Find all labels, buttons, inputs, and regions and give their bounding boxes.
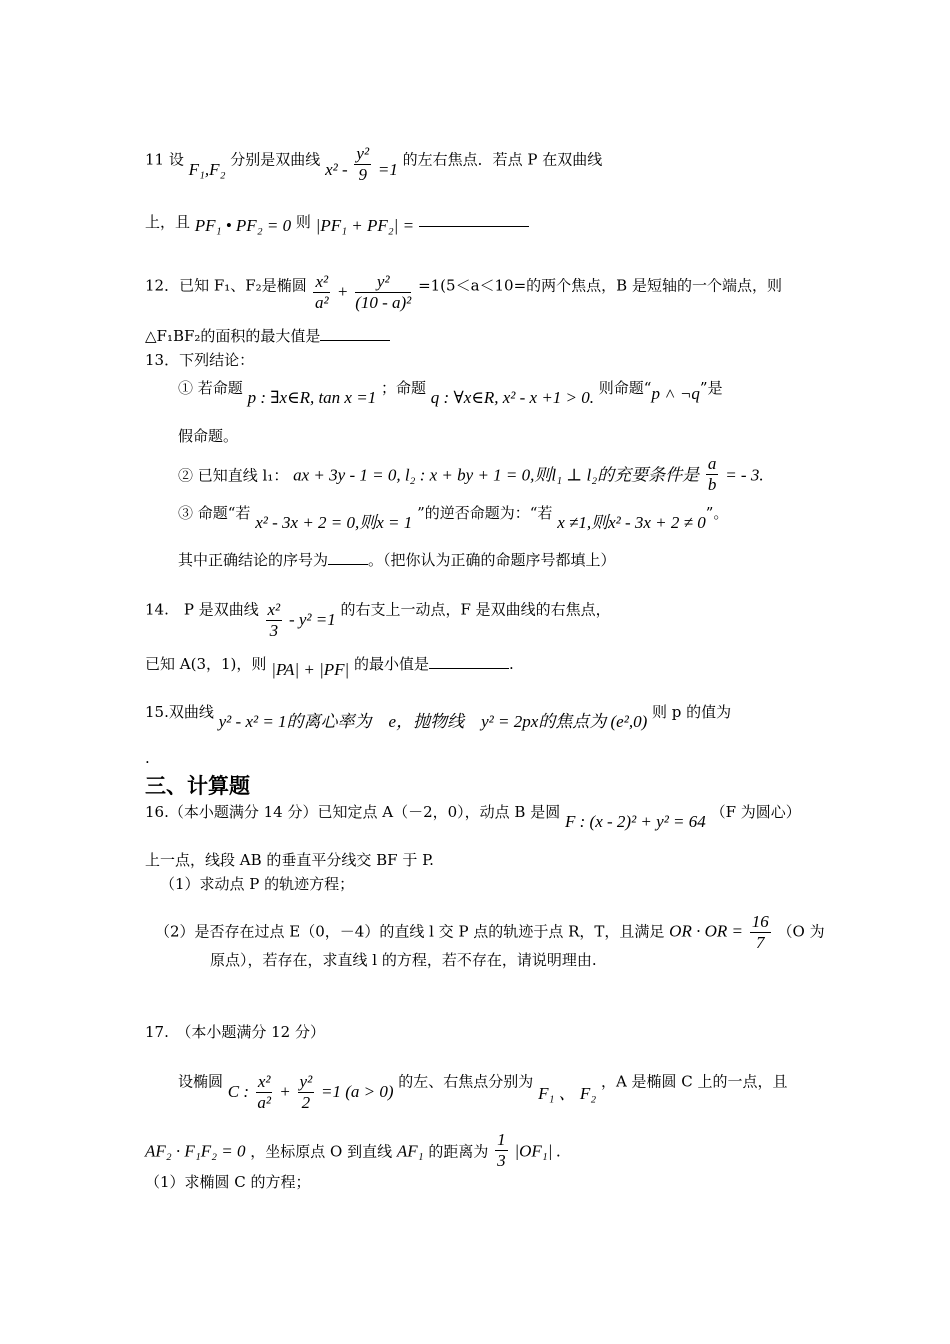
q13-item2: ② 已知直线 l₁： ax + 3y - 1 = 0, l₂ : x + by + 1 = 0,则l₁ ⊥ l₂的充要条件是 $\frac{a}{b}$ = - 3. [178,454,764,494]
q12-line1: 12．已知 F₁、F₂是椭圆 $\frac{\text{x²}}{\text{a²}}$ + $\frac{\text{y²}}{\text{(10 - a)²}}$ =1(5＜a＜10=的两个焦点，B 是短轴的一个端点，则 [145,272,782,312]
q12-answer-blank [320,340,390,341]
q16-line2: 上一点，线段 AB 的垂直平分线交 BF 于 P. [145,851,434,869]
q17-part1: （1）求椭圆 C 的方程； [145,1173,311,1191]
q11-line1: 11 设 F₁,F₂ 分别是双曲线 x² - $\frac{\text{y²}}{9}$ =1 的左右焦点．若点 P 在双曲线 [145,144,603,184]
q17-line2: AF₂ · F₁F₂ = 0 ，坐标原点 O 到直线 AF₁ 的距离为 $\frac{1}{3}$ |OF₁| . [145,1130,561,1170]
q16-part2-line2: 原点），若存在，求直线 l 的方程，若不存在，请说明理由. [210,951,597,969]
q15-dot: . [145,749,150,767]
q17-line1: 设椭圆 C : $\frac{\text{x²}}{\text{a²}}$ + $\frac{\text{y²}}{2}$ =1 (a > 0) 的左、右焦点分别为 F₁ 、 F₂ ，A 是椭圆 C 上的一点，且 [178,1072,788,1112]
q13-item3: ③ 命题“若 x² - 3x + 2 = 0,则x = 1 ”的逆否命题为：“若 x ≠1,则x² - 3x + 2 ≠ 0”。 [178,504,729,532]
q13-item1-line2: 假命题。 [178,427,239,445]
q16-line1: 16.（本小题满分 14 分）已知定点 A（－2，0），动点 B 是圆 F : (x - 2)² + y² = 64 （F 为圆心） [145,803,801,831]
q16-part1: （1）求动点 P 的轨迹方程； [160,875,355,893]
q14-line1: 14. P 是双曲线 $\frac{\text{x²}}{3}$ - y² =1 的右支上一动点，F 是双曲线的右焦点， [145,600,611,640]
q11-answer-blank [419,226,529,227]
q12-line2: △F₁BF₂的面积的最大值是 [145,326,390,346]
section-heading: 三、计算题 [145,774,250,798]
q13-tail: 其中正确结论的序号为 。（把你认为正确的命题序号都填上） [178,551,616,569]
q14-line2: 已知 A(3，1)，则 |PA| + |PF| 的最小值是 . [145,655,514,679]
q15-line1: 15.双曲线 y² - x² = 1的离心率为 e，抛物线 y² = 2px的焦点为 (e²,0) 则 p 的值为 [145,703,732,731]
q13-answer-blank [328,564,368,565]
q16-part2: （2）是否存在过点 E（0，－4）的直线 l 交 P 点的轨迹于点 R，T，且满足 OR · OR = $\frac{16}{7}$ （O 为 [155,912,825,952]
q13-item1: ① 若命题 p : ∃x∈R, tan x =1 ；命题 q : ∀x∈R, x² - x +1 > 0. 则命题“p ˄ ¬q”是 [178,379,723,407]
q14-answer-blank [429,668,509,669]
q17-title: 17. （本小题满分 12 分） [145,1023,325,1041]
q11-line2: 上，且 PF₁ • PF₂ = 0 则 |PF₁ + PF₂| = [145,212,529,232]
q13-title: 13．下列结论： [145,351,255,369]
q11-fraction: $\frac{\text{y²}}{9}$ [356,144,370,184]
